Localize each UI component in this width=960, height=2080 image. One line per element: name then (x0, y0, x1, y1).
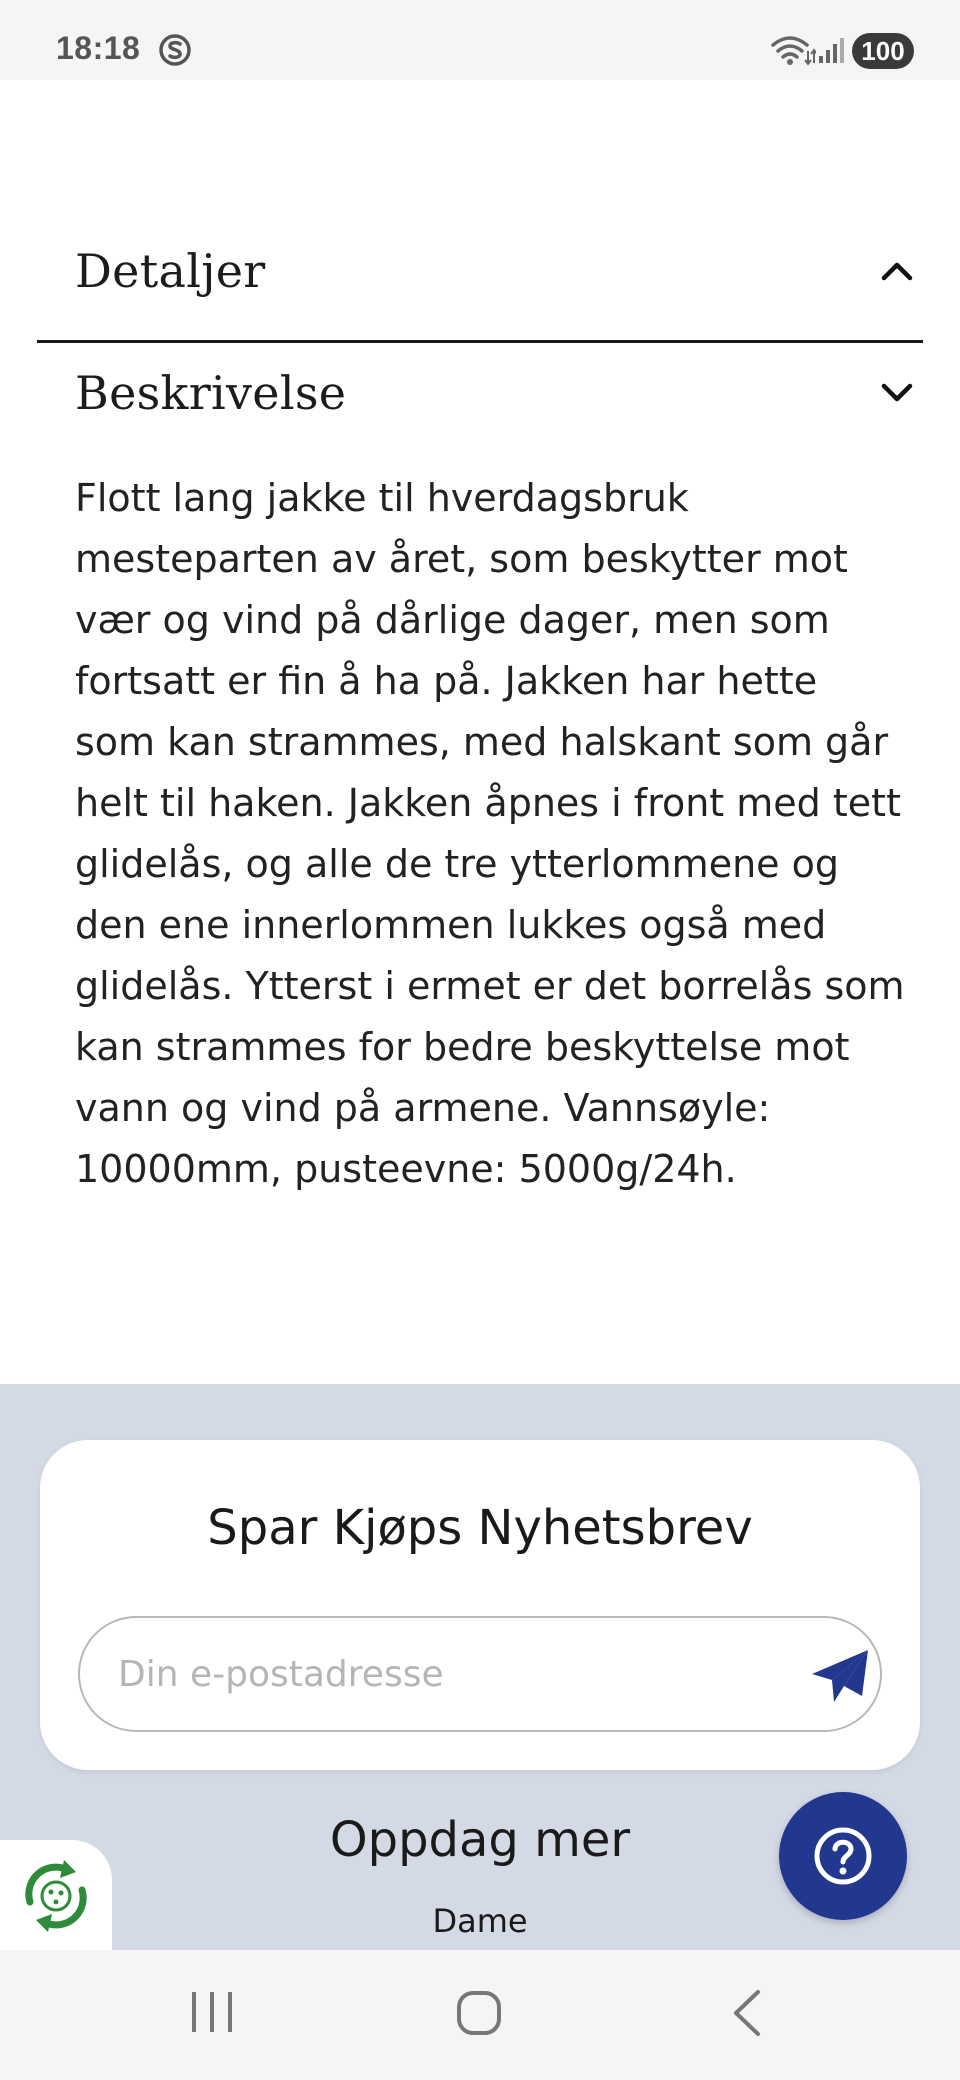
discover-item-dame[interactable]: Dame (432, 1902, 528, 1940)
accordion-details-title: Detaljer (75, 244, 266, 298)
chevron-down-icon (879, 381, 915, 405)
status-time: 18:18 (56, 30, 141, 66)
signal-icon (818, 36, 846, 64)
accordion-divider (37, 340, 923, 343)
battery-indicator: 100 (852, 33, 914, 69)
wifi-icon (770, 33, 816, 67)
recents-icon[interactable] (190, 1990, 234, 2034)
chevron-up-icon (879, 259, 915, 283)
sync-s-icon (158, 33, 192, 67)
discover-title: Oppdag mer (329, 1812, 631, 1868)
back-icon[interactable] (730, 1988, 764, 2038)
recycle-badge[interactable] (0, 1840, 112, 1952)
email-input[interactable] (118, 1618, 768, 1730)
recycle-icon (16, 1856, 96, 1936)
accordion-details-header[interactable] (75, 236, 915, 306)
accordion-description-title: Beskrivelse (75, 366, 347, 420)
newsletter-title: Spar Kjøps Nyhetsbrev (207, 1500, 753, 1556)
email-field (78, 1616, 882, 1732)
product-description: Flott lang jakke til hverdagsbruk mesteparten av året, som beskytter mot vær og vind på dårlige dager, men som fortsatt er fin å ha på. Jakken har hette som kan strammes, med halskant som går helt til haken. Jakken åpnes i front med tett glidelås, og alle de tre ytterlommene og den ene innerlommen lukkes også med glidelås. Ytterst i ermet er det borrelås som kan strammes for bedre beskyttelse mot vann og vind på armene. Vannsøyle: 10000mm, pusteevne: 5000g/24h. (75, 476, 905, 1191)
newsletter-card (40, 1440, 920, 1770)
question-icon (812, 1825, 874, 1887)
status-bar (0, 0, 960, 80)
navigation-bar (0, 1950, 960, 2080)
send-icon[interactable] (810, 1646, 870, 1706)
home-icon[interactable] (456, 1990, 502, 2036)
accordion-description-header[interactable] (75, 358, 915, 428)
help-button[interactable] (779, 1792, 907, 1920)
